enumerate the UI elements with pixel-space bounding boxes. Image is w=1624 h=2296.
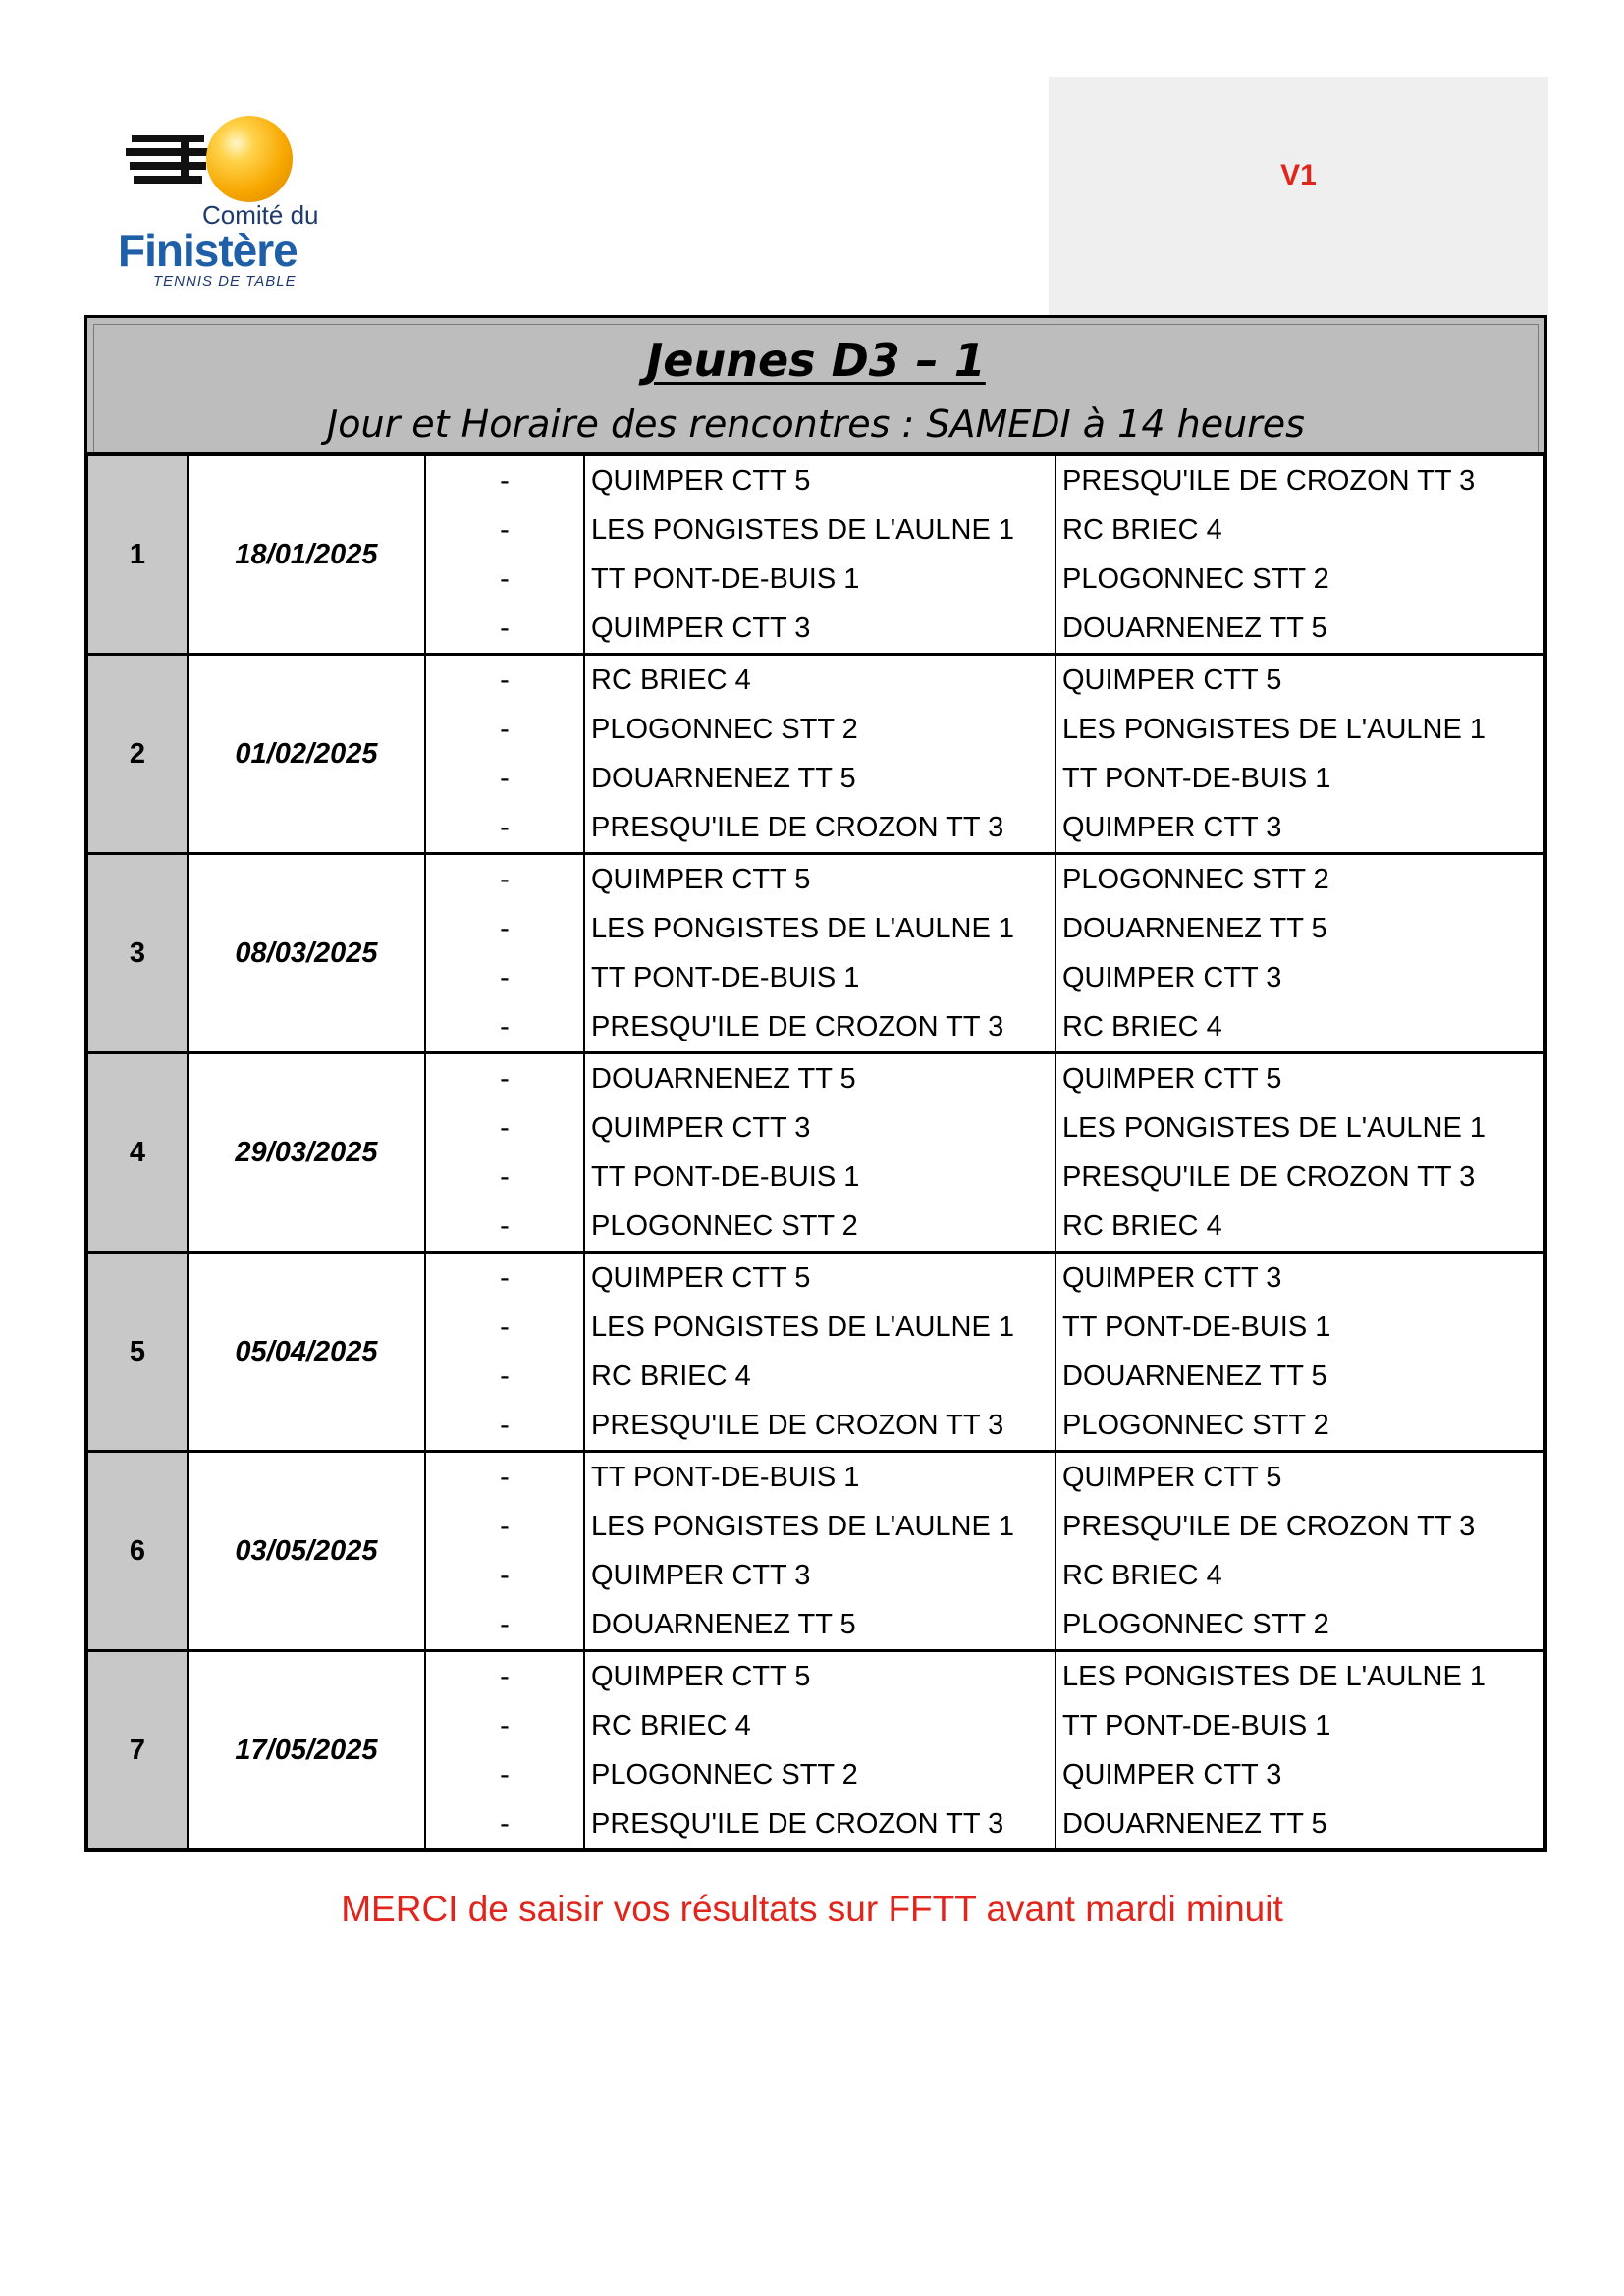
round-number: 5: [86, 1253, 188, 1452]
home-team: RC BRIEC 4: [584, 655, 1056, 706]
schedule-header: [84, 315, 1547, 454]
home-team: LES PONGISTES DE L'AULNE 1: [584, 506, 1056, 555]
score-separator: -: [425, 1352, 584, 1401]
home-team: DOUARNENEZ TT 5: [584, 1053, 1056, 1104]
away-team: PLOGONNEC STT 2: [1062, 1608, 1329, 1640]
logo-line-2: Finistère: [118, 225, 298, 276]
away-team: PRESQU'ILE DE CROZON TT 3: [1062, 464, 1476, 497]
version-label: V1: [1280, 159, 1317, 191]
match-row: [86, 454, 1545, 506]
away-team: LES PONGISTES DE L'AULNE 1: [1056, 1651, 1545, 1702]
away-team: QUIMPER CTT 5: [1056, 655, 1545, 706]
home-team: LES PONGISTES DE L'AULNE 1: [584, 1303, 1056, 1352]
home-team: PRESQU'ILE DE CROZON TT 3: [584, 803, 1056, 854]
schedule-table: [84, 453, 1547, 1852]
home-team: DOUARNENEZ TT 5: [584, 754, 1056, 803]
away-team: DOUARNENEZ TT 5: [1062, 1360, 1327, 1392]
round-date: 08/03/2025: [188, 854, 425, 1053]
home-team: RC BRIEC 4: [584, 1352, 1056, 1401]
score-separator: -: [425, 754, 584, 803]
score-separator: -: [425, 1750, 584, 1799]
round-date: 17/05/2025: [188, 1651, 425, 1851]
score-separator: -: [425, 1600, 584, 1651]
home-team: DOUARNENEZ TT 5: [584, 1600, 1056, 1651]
home-team: LES PONGISTES DE L'AULNE 1: [584, 904, 1056, 953]
score-separator: -: [425, 655, 584, 706]
match-row: [86, 1253, 1545, 1304]
round-date: 29/03/2025: [188, 1053, 425, 1253]
home-team: TT PONT-DE-BUIS 1: [584, 555, 1056, 604]
score-separator: -: [425, 555, 584, 604]
page-title: Jeunes D3 – 1: [646, 334, 986, 387]
away-team: RC BRIEC 4: [1062, 1559, 1222, 1591]
score-separator: -: [425, 454, 584, 506]
score-separator: -: [425, 1053, 584, 1104]
away-team: RC BRIEC 4: [1062, 513, 1222, 546]
away-team: DOUARNENEZ TT 5: [1062, 612, 1327, 644]
score-separator: -: [425, 1152, 584, 1201]
home-team: QUIMPER CTT 5: [584, 854, 1056, 905]
match-row: [86, 655, 1545, 706]
score-separator: -: [425, 604, 584, 655]
home-team: PRESQU'ILE DE CROZON TT 3: [584, 1002, 1056, 1053]
match-row: [86, 1651, 1545, 1702]
away-team: QUIMPER CTT 5: [1056, 1452, 1545, 1503]
home-team: LES PONGISTES DE L'AULNE 1: [584, 1502, 1056, 1551]
score-separator: -: [425, 1201, 584, 1253]
away-team: QUIMPER CTT 3: [1062, 811, 1282, 843]
away-team: QUIMPER CTT 5: [1056, 1053, 1545, 1104]
logo-line-1: Comité du: [202, 200, 319, 230]
round-number: 6: [86, 1452, 188, 1651]
home-team: TT PONT-DE-BUIS 1: [584, 1452, 1056, 1503]
match-row: [86, 1053, 1545, 1104]
away-team: TT PONT-DE-BUIS 1: [1062, 1310, 1331, 1343]
round-number: 1: [86, 454, 188, 655]
round-date: 05/04/2025: [188, 1253, 425, 1452]
match-row: [86, 854, 1545, 905]
away-team: TT PONT-DE-BUIS 1: [1062, 1709, 1331, 1741]
score-separator: -: [425, 1002, 584, 1053]
away-team: RC BRIEC 4: [1062, 1010, 1222, 1042]
score-separator: -: [425, 1103, 584, 1152]
round-date: 18/01/2025: [188, 454, 425, 655]
away-team: LES PONGISTES DE L'AULNE 1: [1062, 713, 1487, 745]
score-separator: -: [425, 1452, 584, 1503]
score-separator: -: [425, 506, 584, 555]
round-number: 2: [86, 655, 188, 854]
logo-line-3: TENNIS DE TABLE: [153, 273, 297, 290]
away-team: PLOGONNEC STT 2: [1062, 1409, 1329, 1441]
score-separator: -: [425, 1799, 584, 1850]
home-team: QUIMPER CTT 3: [584, 1551, 1056, 1600]
score-separator: -: [425, 1551, 584, 1600]
score-separator: -: [425, 803, 584, 854]
home-team: TT PONT-DE-BUIS 1: [584, 953, 1056, 1002]
score-separator: -: [425, 705, 584, 754]
away-team: DOUARNENEZ TT 5: [1062, 1807, 1327, 1840]
home-team: PLOGONNEC STT 2: [584, 1750, 1056, 1799]
away-team: PLOGONNEC STT 2: [1062, 562, 1329, 595]
home-team: TT PONT-DE-BUIS 1: [584, 1152, 1056, 1201]
score-separator: -: [425, 1401, 584, 1452]
version-box: [1049, 77, 1548, 316]
round-number: 3: [86, 854, 188, 1053]
home-team: RC BRIEC 4: [584, 1701, 1056, 1750]
home-team: PLOGONNEC STT 2: [584, 1201, 1056, 1253]
match-row: [86, 1452, 1545, 1503]
round-date: 01/02/2025: [188, 655, 425, 854]
round-date: 03/05/2025: [188, 1452, 425, 1651]
home-team: QUIMPER CTT 5: [584, 454, 1056, 506]
score-separator: -: [425, 1253, 584, 1304]
away-team: PRESQU'ILE DE CROZON TT 3: [1062, 1510, 1476, 1542]
score-separator: -: [425, 1303, 584, 1352]
home-team: QUIMPER CTT 5: [584, 1651, 1056, 1702]
home-team: QUIMPER CTT 3: [584, 604, 1056, 655]
score-separator: -: [425, 1701, 584, 1750]
page-subtitle: Jour et Horaire des rencontres : SAMEDI à 14 heures: [327, 402, 1305, 446]
away-team: DOUARNENEZ TT 5: [1062, 912, 1327, 944]
away-team: TT PONT-DE-BUIS 1: [1062, 762, 1331, 794]
home-team: PRESQU'ILE DE CROZON TT 3: [584, 1401, 1056, 1452]
away-team: QUIMPER CTT 3: [1062, 961, 1282, 993]
home-team: PRESQU'ILE DE CROZON TT 3: [584, 1799, 1056, 1850]
away-team: PLOGONNEC STT 2: [1056, 854, 1545, 905]
ping-pong-ball-icon: [206, 116, 293, 202]
score-separator: -: [425, 1651, 584, 1702]
score-separator: -: [425, 904, 584, 953]
away-team: QUIMPER CTT 3: [1056, 1253, 1545, 1304]
home-team: QUIMPER CTT 5: [584, 1253, 1056, 1304]
score-separator: -: [425, 854, 584, 905]
committee-logo: [118, 108, 334, 294]
away-team: LES PONGISTES DE L'AULNE 1: [1062, 1111, 1487, 1144]
home-team: PLOGONNEC STT 2: [584, 705, 1056, 754]
away-team: RC BRIEC 4: [1062, 1209, 1222, 1242]
round-number: 7: [86, 1651, 188, 1851]
away-team: QUIMPER CTT 3: [1062, 1758, 1282, 1790]
round-number: 4: [86, 1053, 188, 1253]
logo-bars-icon: [126, 132, 214, 200]
away-team: PRESQU'ILE DE CROZON TT 3: [1062, 1160, 1476, 1193]
home-team: QUIMPER CTT 3: [584, 1103, 1056, 1152]
score-separator: -: [425, 1502, 584, 1551]
results-notice: MERCI de saisir vos résultats sur FFTT avant mardi minuit: [341, 1889, 1283, 1929]
score-separator: -: [425, 953, 584, 1002]
